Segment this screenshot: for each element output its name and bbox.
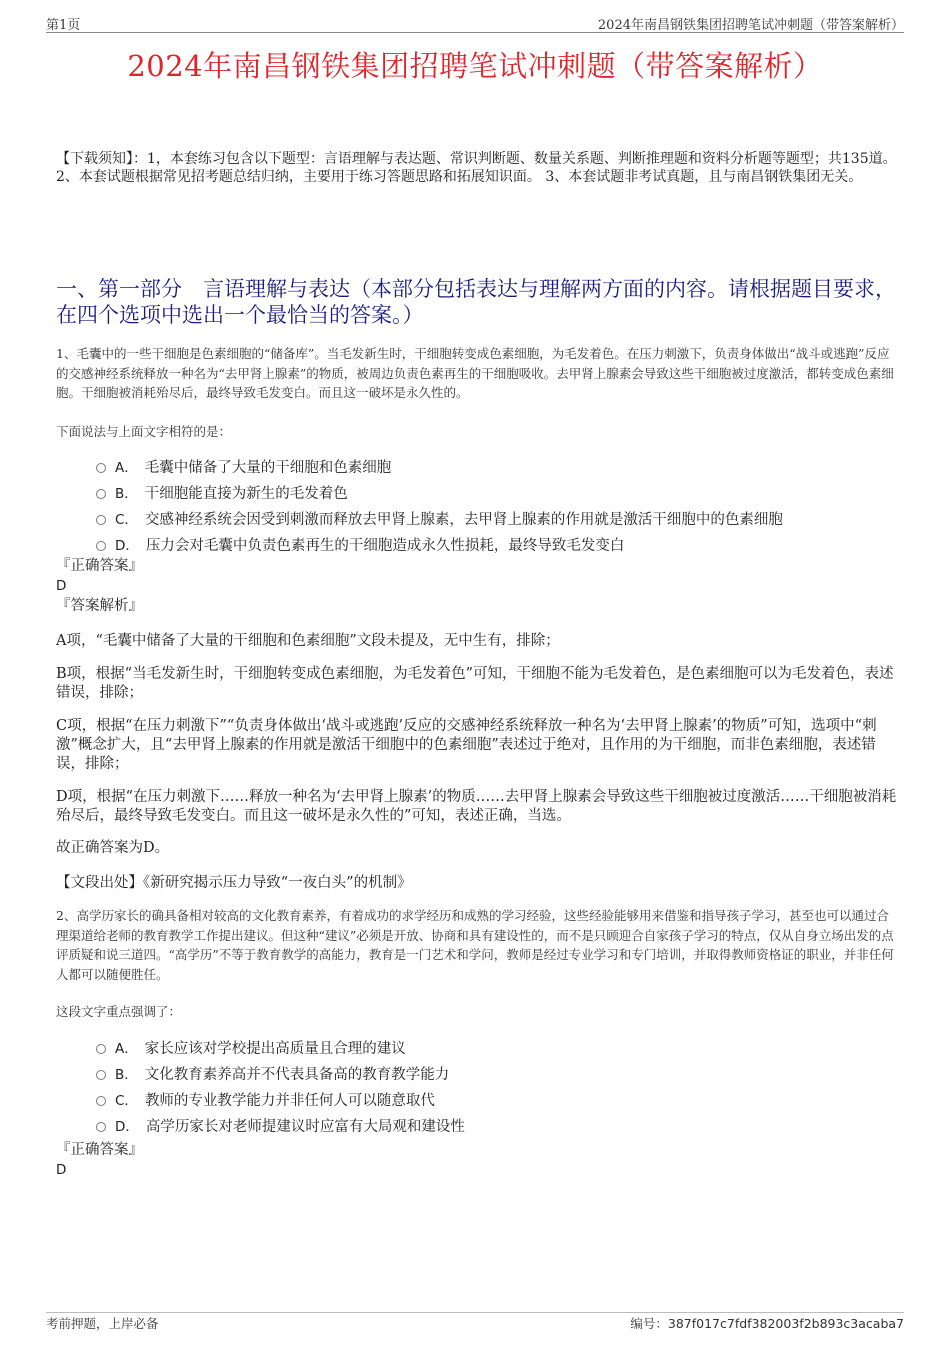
option-key: C．	[115, 512, 138, 528]
option-key: C．	[115, 1093, 138, 1109]
radio-icon[interactable]	[96, 1096, 106, 1106]
download-notice: 【下载须知】：1，本套练习包含以下题型：言语理解与表达题、常识判断题、数量关系题、判断推理题和资料分析题等题型；共135道。 2、本套试题根据常见招考题总结归纳，主要用于练习答题思路和拓展知识面。 3、本套试题非考试真题，且与南昌钢铁集团无关。	[56, 151, 897, 185]
section-heading: 一、第一部分 言语理解与表达（本部分包括表达与理解两方面的内容。请根据题目要求，在四个选项中选出一个最恰当的答案。）	[56, 277, 896, 327]
question-1-answer: D	[56, 578, 67, 594]
option-text: 干细胞能直接为新生的毛发着色	[144, 485, 348, 502]
question-1-analysis-a: A项，“毛囊中储备了大量的干细胞和色素细胞”文段未提及，无中生有，排除；	[56, 633, 560, 649]
page-number: 第1页	[46, 18, 81, 33]
radio-icon[interactable]	[96, 463, 106, 473]
question-1-analysis-b: B项，根据“当毛发新生时，干细胞转变成色素细胞，为毛发着色”可知，干细胞不能为毛发着色，是色素细胞可以为毛发着色，表述错误，排除；	[56, 666, 894, 701]
question-1-option-a[interactable]	[96, 453, 896, 479]
question-1-answer-label: 『正确答案』	[56, 558, 143, 574]
option-key: A．	[115, 460, 138, 476]
question-2-options	[96, 1034, 896, 1138]
question-2-option-b[interactable]	[96, 1060, 896, 1086]
question-2-option-d[interactable]	[96, 1112, 896, 1138]
radio-icon[interactable]	[96, 1044, 106, 1054]
question-1-option-d[interactable]	[96, 531, 896, 557]
question-2-answer: D	[56, 1162, 67, 1178]
page-header	[46, 14, 904, 32]
question-1-analysis-c: C项，根据“在压力刺激下”“负责身体做出‘战斗或逃跑’反应的交感神经系统释放一种名为‘去甲肾上腺素’的物质”可知，选项中“刺激”概念扩大，且“去甲肾上腺素的作用就是激活干细胞中的色素细胞”表述过于绝对，且作用的为干细胞，而非色素细胞，表述错误，排除；	[56, 718, 877, 772]
question-1-option-c[interactable]	[96, 505, 896, 531]
option-text: 文化教育素养高并不代表具备高的教育教学能力	[144, 1066, 450, 1083]
question-2-option-c[interactable]	[96, 1086, 896, 1112]
page-footer	[46, 1314, 904, 1332]
question-1-stem: 1、毛囊中的一些干细胞是色素细胞的“储备库”。当毛发新生时，干细胞转变成色素细胞，为毛发着色。在压力刺激下，负责身体做出“战斗或逃跑”反应的交感神经系统释放一种名为“去甲肾上腺素”的物质，被周边负责色素再生的干细胞吸收。去甲肾上腺素会导致这些干细胞被过度激活，都转变成色素细胞。干细胞被消耗殆尽后，最终导致毛发变白。而且这一破坏是永久性的。	[56, 346, 894, 400]
question-1-analysis-d: D项，根据“在压力刺激下……释放一种名为‘去甲肾上腺素’的物质……去甲肾上腺素会导致这些干细胞被过度激活……干细胞被消耗殆尽后，最终导致毛发变白。而且这一破坏是永久性的”可知，表述正确，当选。	[56, 789, 897, 824]
footer-divider	[46, 1312, 904, 1313]
question-1-conclusion: 故正确答案为D。	[56, 840, 170, 856]
question-2-stem: 2、高学历家长的确具备相对较高的文化教育素养，有着成功的求学经历和成熟的学习经验，这些经验能够用来借鉴和指导孩子学习，甚至也可以通过合理渠道给老师的教育教学工作提出建议。但这种“建议”必须是开放、协商和具有建设性的，而不是只顾迎合自家孩子学习的特点，仅从自身立场出发的点评质疑和说三道四。“高学历”不等于教育教学的高能力，教育是一门艺术和学问，教师是经过专业学习和专门培训，并取得教师资格证的职业，并非任何人都可以随便胜任。	[56, 908, 894, 982]
option-text: 高学历家长对老师提建议时应富有大局观和建设性	[145, 1118, 465, 1135]
option-key: B．	[115, 1067, 138, 1083]
option-key: B．	[115, 486, 138, 502]
option-text: 交感神经系统会因受到刺激而释放去甲肾上腺素，去甲肾上腺素的作用就是激活干细胞中的色素细胞	[144, 511, 783, 528]
option-text: 毛囊中储备了大量的干细胞和色素细胞	[144, 459, 392, 476]
radio-icon[interactable]	[96, 515, 106, 525]
document-title: 2024年南昌钢铁集团招聘笔试冲刺题（带答案解析）	[127, 49, 823, 83]
question-1-source: 【文段出处】《新研究揭示压力导致“一夜白头”的机制》	[56, 875, 412, 891]
option-text: 压力会对毛囊中负责色素再生的干细胞造成永久性损耗，最终导致毛发变白	[145, 537, 625, 554]
option-key: A．	[115, 1041, 138, 1057]
question-1-prompt: 下面说法与上面文字相符的是：	[56, 424, 232, 439]
footer-code-label: 编号：	[630, 1316, 668, 1331]
radio-icon[interactable]	[96, 1070, 106, 1080]
footer-code-value: 387f017c7fdf382003f2b893c3acaba7	[667, 1316, 904, 1331]
option-text: 家长应该对学校提出高质量且合理的建议	[144, 1040, 406, 1057]
question-1-option-b[interactable]	[96, 479, 896, 505]
footer-code	[630, 1314, 904, 1332]
radio-icon[interactable]	[96, 1122, 106, 1132]
footer-slogan: 考前押题，上岸必备	[46, 1316, 159, 1331]
question-2-answer-label: 『正确答案』	[56, 1142, 143, 1158]
radio-icon[interactable]	[96, 489, 106, 499]
header-divider	[46, 32, 904, 33]
option-key: D．	[115, 538, 139, 554]
option-key: D．	[115, 1119, 139, 1135]
option-text: 教师的专业教学能力并非任何人可以随意取代	[144, 1092, 435, 1109]
header-doc-title: 2024年南昌钢铁集团招聘笔试冲刺题（带答案解析）	[597, 18, 904, 33]
question-1-options	[96, 453, 896, 557]
question-2-prompt: 这段文字重点强调了：	[56, 1004, 182, 1019]
radio-icon[interactable]	[96, 541, 106, 551]
question-2-option-a[interactable]	[96, 1034, 896, 1060]
question-1-analysis-label: 『答案解析』	[56, 598, 143, 614]
